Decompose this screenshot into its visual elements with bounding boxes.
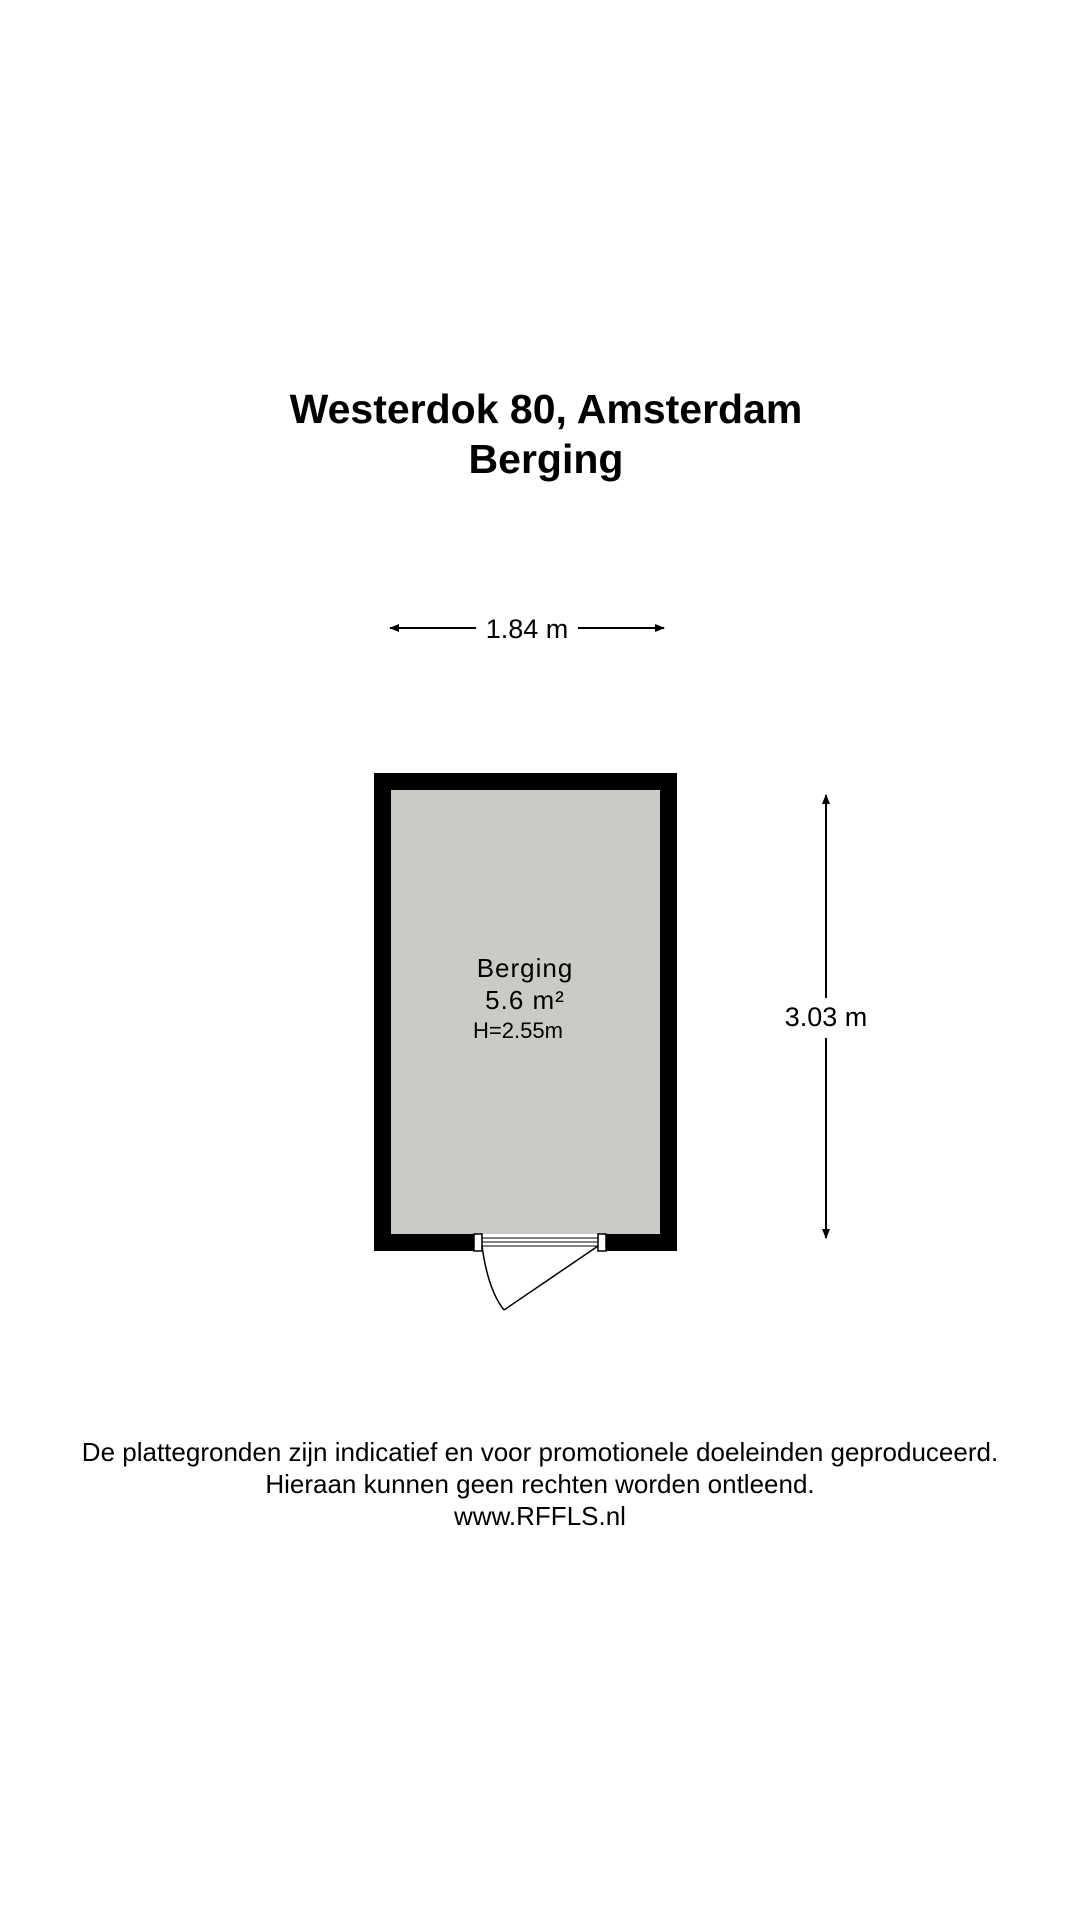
disclaimer-line: De plattegronden zijn indicatief en voor promotionele doeleinden geproduceerd. xyxy=(81,1437,999,1467)
width-dimension xyxy=(390,614,664,644)
plan-title-floor: Berging xyxy=(468,436,624,482)
room-name: Berging xyxy=(476,953,574,983)
room-berging xyxy=(374,773,677,1310)
door-leaf xyxy=(504,1246,598,1310)
door-jamb-right xyxy=(598,1234,606,1251)
room-height: H=2.55m xyxy=(473,1018,563,1043)
plan-title-address: Westerdok 80, Amsterdam xyxy=(289,386,803,432)
width-dimension-label: 1.84 m xyxy=(485,614,569,644)
door xyxy=(474,1234,606,1310)
room-area: 5.6 m² xyxy=(485,985,565,1015)
disclaimer-line: Hieraan kunnen geen rechten worden ontleend. xyxy=(265,1469,815,1499)
depth-dimension xyxy=(785,795,868,1238)
disclaimer-website: www.RFFLS.nl xyxy=(454,1501,626,1531)
door-swing-arc xyxy=(482,1246,504,1310)
door-jamb-left xyxy=(474,1234,482,1251)
depth-dimension-label: 3.03 m xyxy=(784,1002,868,1032)
